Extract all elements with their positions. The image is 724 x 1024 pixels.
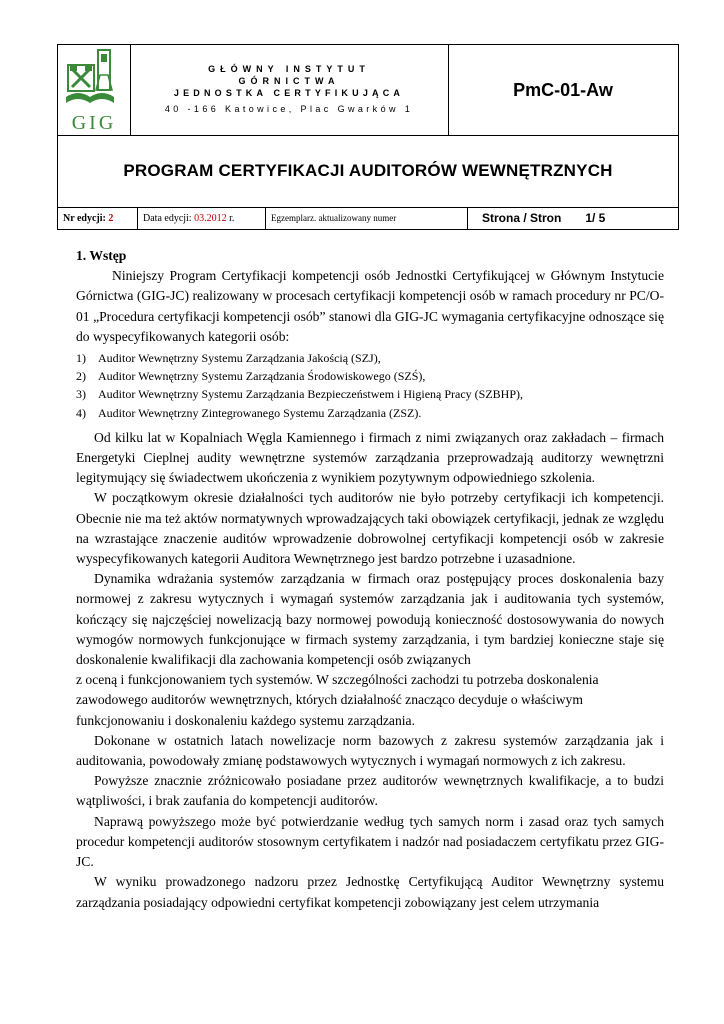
paragraph: W wyniku prowadzonego nadzoru przez Jednostkę Certyfikującą Auditor Wewnętrzny systemu zarządzania posiadający odpowiedni certyfikat kompetencji zobowiązany jest celem utrzymania (76, 874, 664, 910)
paragraph: Dynamika wdrażania systemów zarządzania w firmach oraz postępujący proces doskonalenia bazy normowej z zakresu wytycznych i wymagań systemów zarządzania jak i auditowania tych systemów, kończący się najczęściej nowelizacją bazy normowej powodują konieczność dostosowywania do nowych wymogów normowych funkcjonujące w firmach systemy zarządzania, i tym bardziej konieczne staje się doskonalenie kwalifikacji dla zachowania kompetencji osób związanych (76, 571, 664, 668)
page-cell (468, 207, 678, 229)
date-value: 03.2012 (194, 212, 227, 224)
category-list (76, 349, 664, 422)
paragraph: Powyższe znacznie zróżnicowało posiadane przez auditorów wewnętrznych kwalifikacje, a to budzi wątpliwości, i brak zaufania do kompetencji auditorów. (76, 773, 664, 809)
paragraph: W początkowym okresie działalności tych auditorów nie było potrzeby certyfikacji ich kompetencji. Obecnie nie ma też aktów normatywnych wprowadzających taki obowiązek certyfikacji, jednak ze względu na wzrastające znaczenie auditów wprowadzenie dobrowolnej certyfikacji kompetencji osób w zakresie wyspecyfikowanych kategorii Auditora Wewnętrznego jest bardzo potrzebne i uzasadnione. (76, 490, 664, 567)
paragraph: Naprawą powyższego może być potwierdzanie według tych samych norm i zasad oraz tych samych procedur kompetencji auditorów stosownym certyfikatem i nadzór nad posiadaczem certyfikatu przez GIG-JC. (76, 813, 664, 870)
institute-name-line1: GŁÓWNY INSTYTUT (208, 64, 370, 74)
list-item: 2) Auditor Wewnętrzny Systemu Zarządzania Środowiskowego (SZŚ), (76, 369, 426, 384)
document-title: PROGRAM CERTYFIKACJI AUDITORÓW WEWNĘTRZNYCH (58, 135, 678, 208)
institute-unit: JEDNOSTKA CERTYFIKUJĄCA (173, 88, 405, 98)
edition-label: Nr edycji: (63, 212, 106, 224)
gig-emblem-icon (58, 45, 130, 135)
paragraph: Od kilku lat w Kopalniach Węgla Kamiennego i firmach z nimi związanych oraz zakładach – firmach Energetyki Cieplnej audity wewnętrzne systemów zarządzania przeprowadzają auditorzy wewnętrzni legitymujący się świadectwem ukończenia z wynikiem pozytywnym odpowiedniego szkolenia. (76, 429, 664, 486)
page-value: 1/ 5 (585, 211, 606, 225)
list-item: 3) Auditor Wewnętrzny Systemu Zarządzania Bezpieczeństwem i Higieną Pracy (SZBHP), (76, 387, 524, 402)
institute-name-line2: GÓRNICTWA (238, 76, 340, 86)
copy-cell: Egzemplarz. aktualizowany numer (266, 207, 468, 229)
paragraph: Dokonane w ostatnich latach nowelizacje norm bazowych z zakresu systemów zarządzania jak i auditowania, powodowały zmianę podstawowych wytycznych i wymagań normowych z ich zakresu. (76, 732, 664, 769)
logo-text: GIG (71, 112, 117, 134)
document-body (76, 246, 664, 913)
header-top-row (58, 45, 678, 136)
edition-value: 2 (108, 212, 114, 224)
institute-info (130, 45, 449, 135)
intro-paragraph: Niniejszy Program Certyfikacji kompetencji osób Jednostki Certyfikującej w Głównym Instytucie Górnictwa (GIG-JC) realizowany w procesach certyfikacji kompetencji osób w ramach procedury nr PC/O-01 „Procedura certyfikacji kompetencji osób” stanowi dla GIG-JC wymagania certyfikacyjne odnoszące się do wyspecyfikowanych kategorii osób: (76, 268, 664, 344)
list-item: 4) Auditor Wewnętrzny Zintegrowanego Systemu Zarządzania (ZSZ). (76, 405, 422, 420)
edition-cell (58, 207, 138, 229)
document-header (57, 44, 679, 230)
section-heading: 1. Wstęp (76, 248, 127, 263)
institute-address: 40 -166 Katowice, Plac Gwarków 1 (164, 104, 414, 114)
document-code: PmC-01-Aw (513, 79, 613, 100)
header-meta-row (58, 207, 678, 229)
date-suffix: r. (229, 212, 235, 224)
list-item: 1) Auditor Wewnętrzny Systemu Zarządzania Jakością (SZJ), (76, 351, 381, 366)
date-cell (138, 207, 266, 229)
page-label: Strona / Stron (482, 211, 562, 225)
date-label: Data edycji: (143, 212, 192, 224)
paragraph: z oceną i funkcjonowaniem tych systemów. W szczególności zachodzi tu potrzeba doskonalenia zawodowego auditorów wewnętrznych, których działalność znacząco decyduje o właściwym funkcjonowaniu i doskonaleniu każdego systemu zarządzania. (76, 672, 599, 728)
gig-logo (58, 45, 131, 135)
